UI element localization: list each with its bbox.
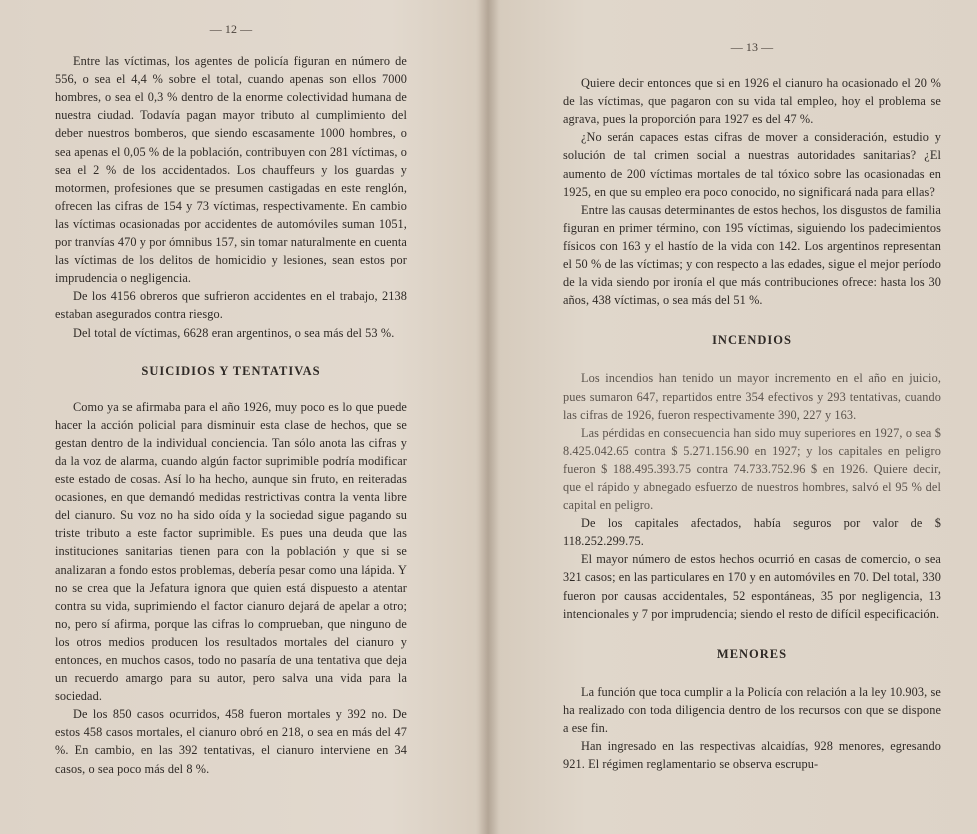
paragraph: Entre las víctimas, los agentes de policía figuran en número de 556, o sea el 4,4 % sobre el total, cuando apenas son ellos 7000 hombres, o sea el 0,3 % dentro de la enorme colectividad humana de nuestra ciudad. Todavía pagan mayor tributo al cumplimiento del deber nuestros bomberos, que siendo escasamente 1000 hombres, o sea apenas el 0,05 % de la población, contribuyen con 281 víctimas, o sea el 2 % de los accidentados. Los chauffeurs y los guardas y motormen, profesiones que se presumen castigadas en este renglón, ofrecen las cifras de 154 y 73 víctimas, respectivamente. En cambio las víctimas ocasionadas por accidentes de automóviles suman 1051, por tranvías 470 y por ómnibus 157, sin tomar naturalmente en cuenta las víctimas de los delitos de homicidio y lesiones, sean estos por imprudencia o negligencia. (55, 54, 407, 286)
paragraph: Los incendios han tenido un mayor incremento en el año en juicio, pues sumaron 647, repartidos entre 354 efectivos y 293 tentativas, cuando las cifras de 1926, fueron respectivamente 390, 227 y 163. (563, 371, 941, 422)
book-gutter (476, 0, 500, 834)
paragraph: De los capitales afectados, había seguros por valor de $ 118.252.299.75. (563, 516, 941, 549)
section-heading-menores: MENORES (716, 646, 788, 661)
right-page (563, 0, 941, 834)
section-heading-incendios: INCENDIOS (712, 333, 792, 348)
paragraph: El mayor número de estos hechos ocurrió en casas de comercio, o sea 321 casos; en las particulares en 170 y en automóviles en 70. Del total, 330 fueron por causas accidentales, 52 espontáneas, 35 por negligencia, 13 intencionales y 7 por imprudencia; siendo el resto de difícil especificación. (563, 552, 941, 621)
paragraph: De los 850 casos ocurridos, 458 fueron mortales y 392 no. De estos 458 casos mortales, el cianuro obró en 218, o sea en más del 47 %. En cambio, en las 392 tentativas, el cianuro interviene en 34 casos, o sea poco más del 8 %. (55, 707, 407, 776)
paragraph: ¿No serán capaces estas cifras de mover a consideración, estudio y solución de tal crimen social a nuestras autoridades sanitarias? ¿El aumento de 200 víctimas mortales de tal tóxico sobre las ocasionadas en 1925, en que su empleo era poco conocido, no significará nada para ellas? (563, 130, 941, 199)
page-number: — 13 — (730, 40, 774, 54)
paragraph: Han ingresado en las respectivas alcaidías, 928 menores, egresando 921. El régimen reglamentario se observa escrupu- (563, 739, 941, 772)
section-heading-suicidios: SUICIDIOS Y TENTATIVAS (141, 363, 321, 378)
paragraph: Como ya se afirmaba para el año 1926, muy poco es lo que puede hacer la acción policial para disminuir esta clase de hechos, que se gestan dentro de la individual conciencia. Tan sólo anota las cifras y da la voz de alarma, cuando algún factor suprimible podría modificar este estado de cosas. Así lo ha hecho, aunque sin fruto, en reiteradas ocasiones, en que demandó medidas restrictivas contra la venta libre del cianuro. Su voz no ha sido oída y la sociedad sigue pagando su triste tributo a este factor suprimible. Es pues una deuda que las instituciones sanitarias tienen para con la población y que si se analizaran a fondo estos problemas, debería pesar como una lápida. Y no se crea que la Jefatura ignora que quien está dispuesto a atentar contra su vida, suprimiendo el factor cianuro dejará de apelar a otro; no, pero sí afirma, porque las cifras lo comprueban, que ninguno de los otros medios producen los resultados mortales del cianuro y entonces, en muchos casos, todo no pasaría de una tentativa que deja un recuerdo amargo para su autor, pero salva una vida para la sociedad. (55, 399, 407, 704)
left-page (55, 0, 407, 834)
paragraph: Del total de víctimas, 6628 eran argentinos, o sea más del 53 %. (73, 325, 395, 340)
page-number: — 12 — (209, 22, 253, 36)
paragraph: La función que toca cumplir a la Policía con relación a la ley 10.903, se ha realizado con toda diligencia dentro de los recursos con que se dispone a ese fin. (563, 684, 941, 735)
paragraph: Las pérdidas en consecuencia han sido muy superiores en 1927, o sea $ 8.425.042.65 contra $ 5.271.156.90 en 1927; y los capitales en peligro fueron $ 188.495.393.75 contra 74.733.752.96 $ en 1926. Quiere decir, que el rápido y abnegado esfuerzo de nuestros hombres, salvó el 95 % del capital en peligro. (563, 425, 941, 513)
paragraph: Quiere decir entonces que si en 1926 el cianuro ha ocasionado el 20 % de las víctimas, que pagaron con su vida tal empleo, hoy el problema se agrava, pues la proporción para 1927 es del 47 %. (563, 76, 941, 127)
paragraph: Entre las causas determinantes de estos hechos, los disgustos de familia figuran en primer término, con 195 víctimas, siguiendo los padecimientos físicos con 163 y el hastío de la vida con 142. Los argentinos representan el 50 % de las víctimas; y con respecto a las edades, sigue el mejor período de la vida siendo por ironía el que más contribuciones ofrece: hasta los 30 años, 438 víctimas, o sea más del 51 %. (563, 202, 941, 308)
paragraph: De los 4156 obreros que sufrieron accidentes en el trabajo, 2138 estaban asegurados contra riesgo. (55, 289, 407, 322)
